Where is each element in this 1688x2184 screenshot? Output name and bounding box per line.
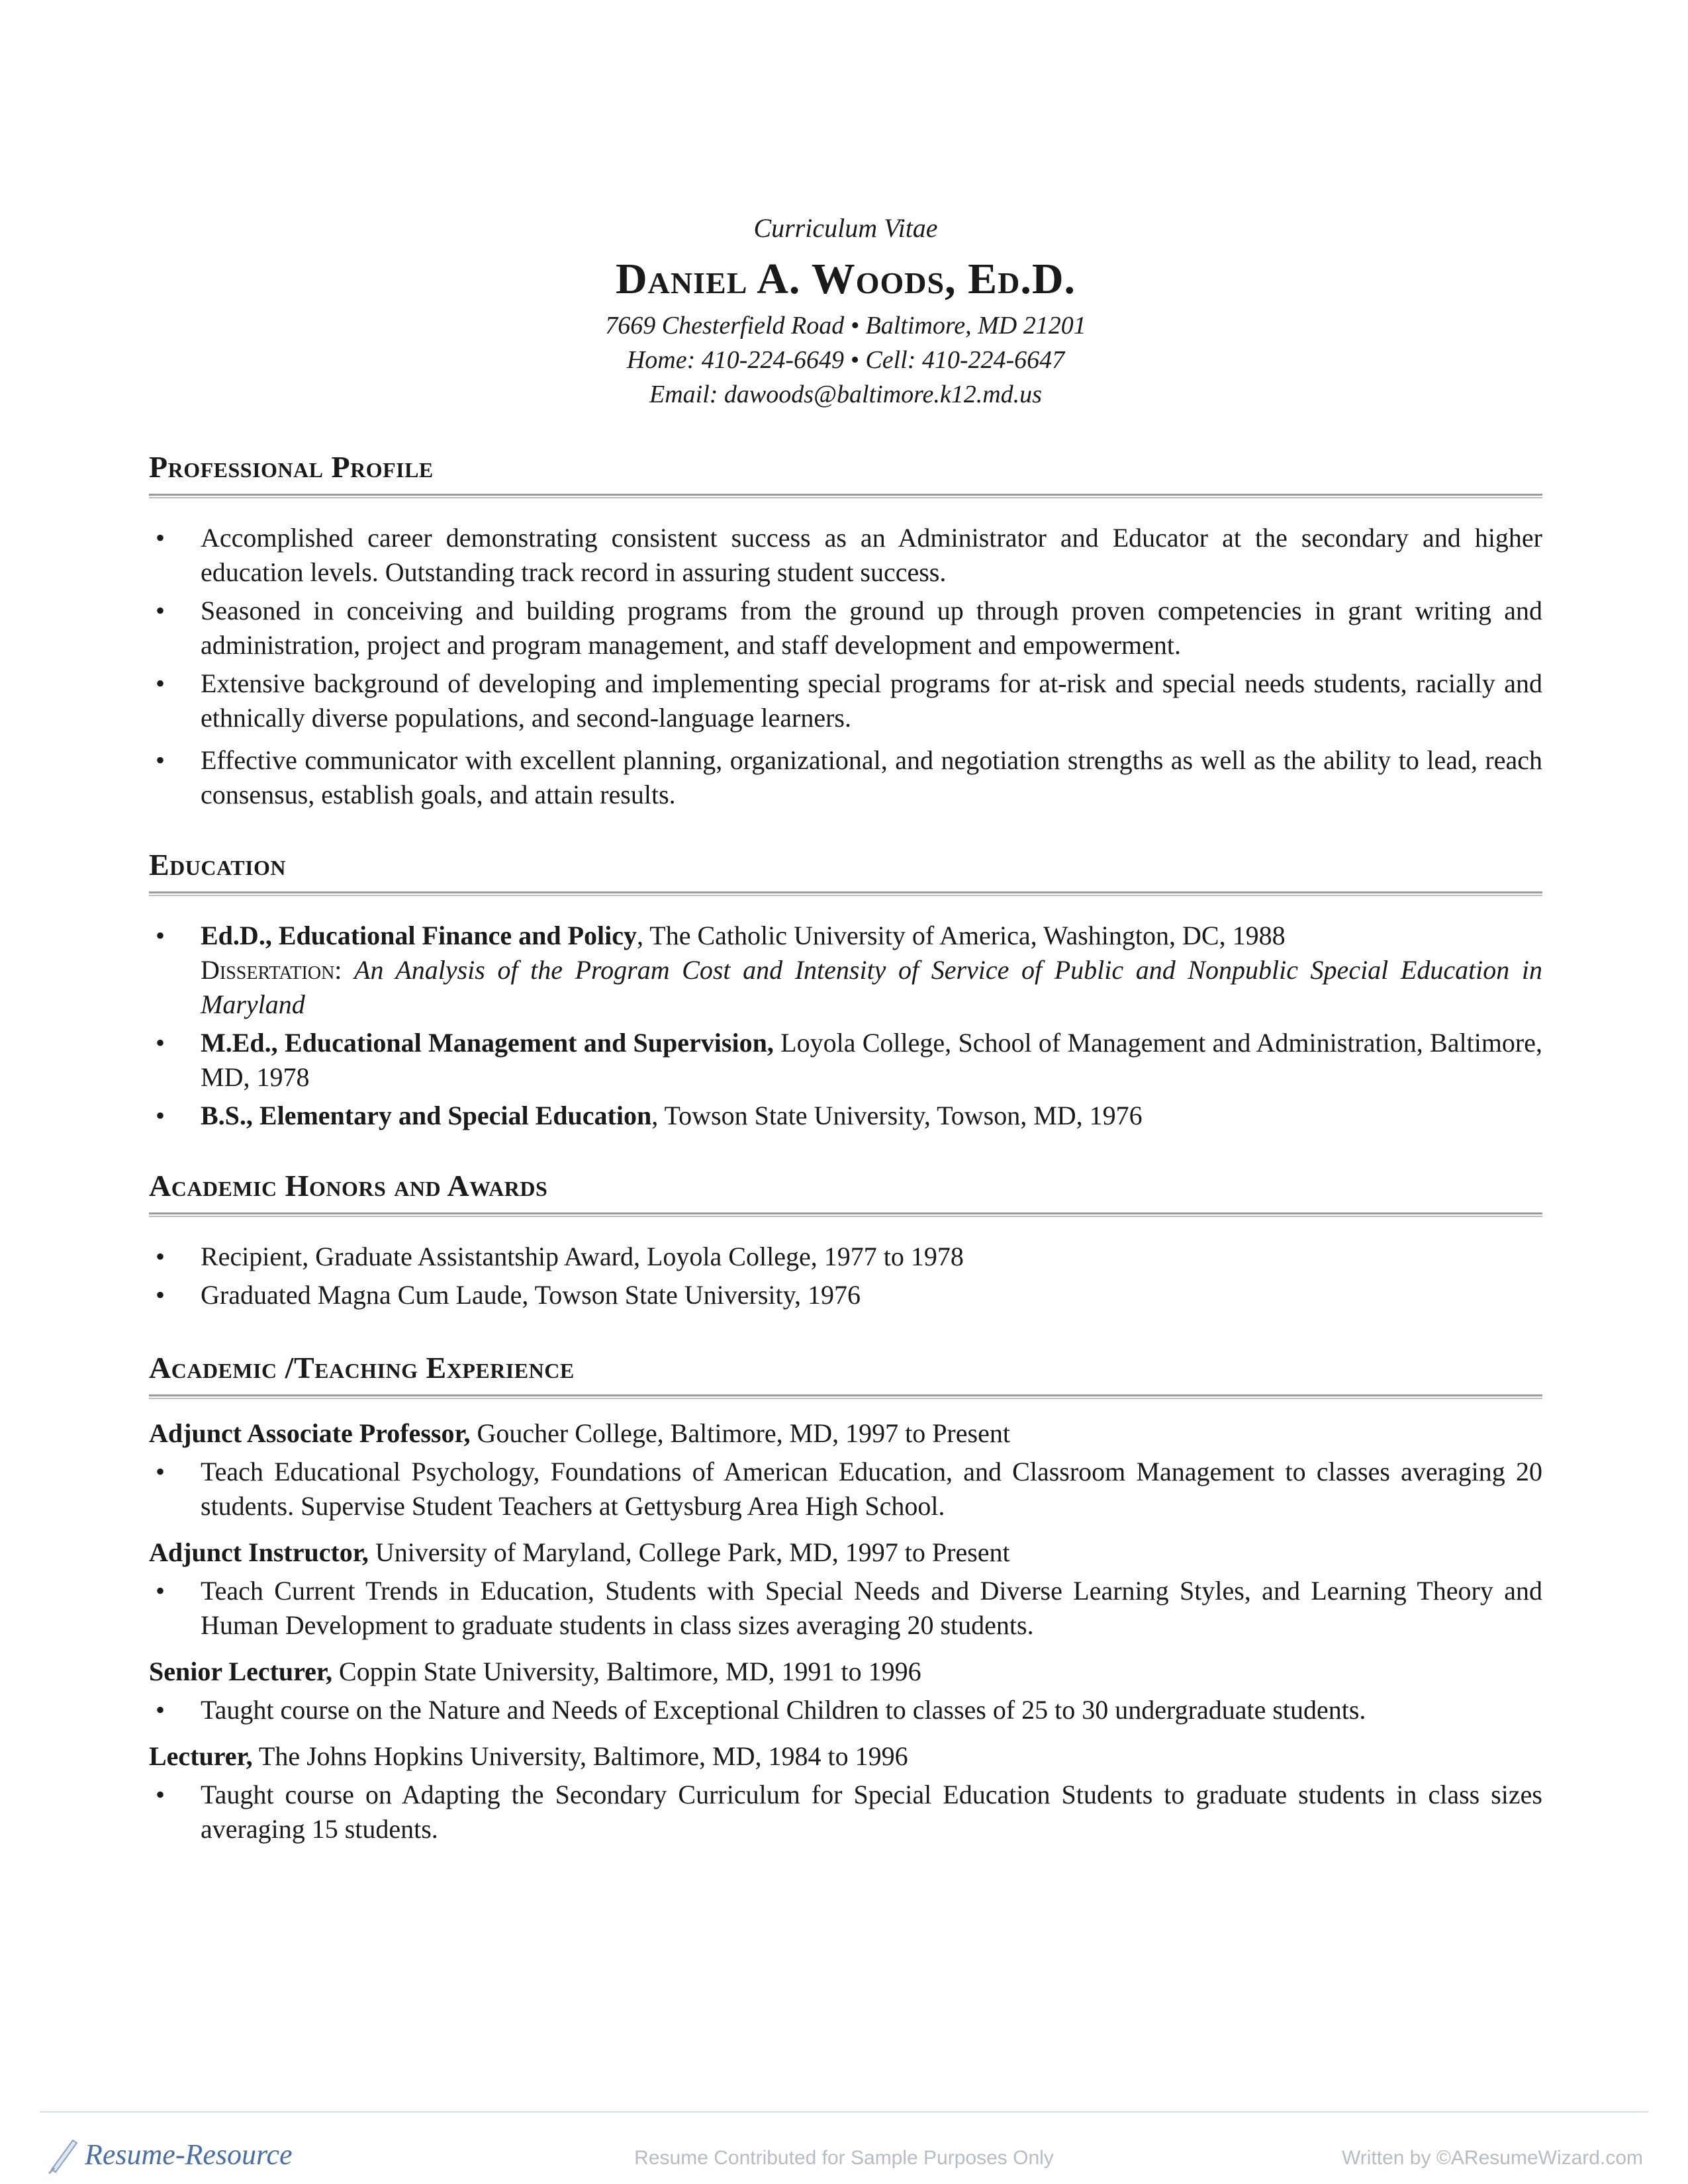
- job-place: Coppin State University, Baltimore, MD, 1991 to 1996: [332, 1657, 921, 1686]
- honors-section: [149, 1167, 1542, 1312]
- list-item: [149, 1099, 1542, 1133]
- list-item: • Taught course on the Nature and Needs of Exceptional Children to classes of 25 to 30 undergraduate students.: [149, 1693, 1542, 1727]
- bullet-icon: •: [156, 1780, 165, 1809]
- job-place: The Johns Hopkins University, Baltimore, MD, 1984 to 1996: [252, 1741, 908, 1771]
- section-divider: [149, 891, 1542, 896]
- degree-detail: , Towson State University, Towson, MD, 1976: [651, 1101, 1143, 1130]
- list-item: • Taught course on Adapting the Secondary Curriculum for Special Education Students to graduate students in class sizes averaging 15 students.: [149, 1778, 1542, 1846]
- job-heading: [149, 1535, 1542, 1570]
- list-item: • Extensive background of developing and implementing special programs for at-risk and special needs students, racially and ethnically diverse populations, and second-language learners.: [149, 666, 1542, 735]
- job-heading: [149, 1655, 1542, 1689]
- bullet-icon: •: [156, 668, 165, 698]
- list-item: • Graduated Magna Cum Laude, Towson State University, 1976: [149, 1278, 1542, 1312]
- list-item: [149, 919, 1542, 1022]
- section-divider: [149, 1212, 1542, 1217]
- bullet-icon: •: [156, 1280, 165, 1310]
- list-item: • Seasoned in conceiving and building programs from the ground up through proven competencies in grant writing and administration, project and program management, and staff development and empowerment.: [149, 594, 1542, 662]
- job-heading: [149, 1739, 1542, 1774]
- education-section: [149, 846, 1542, 1133]
- experience-section: [149, 1349, 1542, 1846]
- page-footer: [0, 2111, 1688, 2184]
- bullet-icon: •: [156, 1457, 165, 1486]
- footer-divider: [40, 2111, 1648, 2113]
- list-item: • Effective communicator with excellent planning, organizational, and negotiation strengths as well as the ability to lead, reach consensus, establish goals, and attain results.: [149, 743, 1542, 812]
- dissertation-title: An Analysis of the Program Cost and Intensity of Service of Public and Nonpublic Special Education in Maryland: [201, 955, 1543, 1019]
- job-role: Senior Lecturer,: [149, 1657, 333, 1686]
- section-divider: [149, 494, 1542, 498]
- bullet-icon: •: [156, 523, 165, 553]
- profile-title: Professional Profile: [149, 450, 434, 484]
- degree-name: Ed.D., Educational Finance and Policy: [201, 921, 637, 950]
- list-item: • Teach Current Trends in Education, Students with Special Needs and Diverse Learning Styles, and Learning Theory and Human Development to graduate students in class sizes averaging 20 students.: [149, 1574, 1542, 1643]
- job-place: University of Maryland, College Park, MD, 1997 to Present: [368, 1537, 1010, 1567]
- dissertation-label: Dissertation:: [201, 955, 342, 985]
- profile-list: [149, 521, 1542, 812]
- document-label: Curriculum Vitae: [753, 213, 938, 243]
- list-item: • Teach Educational Psychology, Foundations of American Education, and Classroom Management to classes averaging 20 students. Supervise Student Teachers at Gettysburg Area High School.: [149, 1455, 1542, 1524]
- experience-title: Academic /Teaching Experience: [149, 1351, 575, 1385]
- degree-detail: Loyola College, School of Management and Administration, Baltimore, MD, 1978: [201, 1028, 1542, 1092]
- job-place: Goucher College, Baltimore, MD, 1997 to Present: [470, 1418, 1010, 1448]
- job-entry: [149, 1535, 1542, 1643]
- honors-list: [149, 1240, 1542, 1312]
- list-item: • Recipient, Graduate Assistantship Award, Loyola College, 1977 to 1978: [149, 1240, 1542, 1274]
- bullet-icon: •: [156, 1576, 165, 1606]
- education-list: [149, 919, 1542, 1133]
- honors-title: Academic Honors and Awards: [149, 1169, 548, 1203]
- bullet-icon: •: [156, 596, 165, 625]
- bullet-icon: •: [156, 1028, 165, 1058]
- bullet-icon: •: [156, 1101, 165, 1130]
- resume-content: [149, 212, 1542, 1858]
- education-title: Education: [149, 848, 287, 882]
- degree-name: M.Ed., Educational Management and Supervision,: [201, 1028, 774, 1058]
- job-role: Adjunct Associate Professor,: [149, 1418, 471, 1448]
- bullet-icon: •: [156, 1695, 165, 1725]
- profile-section: [149, 449, 1542, 812]
- degree-name: B.S., Elementary and Special Education: [201, 1101, 652, 1130]
- list-item: [149, 1026, 1542, 1095]
- candidate-name: Daniel A. Woods, Ed.D.: [616, 255, 1076, 303]
- section-divider: [149, 1394, 1542, 1399]
- bullet-icon: •: [156, 921, 165, 950]
- footer-credit[interactable]: Written by ©AResumeWizard.com: [1342, 2147, 1643, 2169]
- email-line: Email: dawoods@baltimore.k12.md.us: [649, 381, 1042, 408]
- job-role: Lecturer,: [149, 1741, 253, 1771]
- job-entry: [149, 1739, 1542, 1846]
- logo-text: Resume-Resource: [85, 2138, 293, 2171]
- footer-disclaimer: Resume Contributed for Sample Purposes Only: [634, 2147, 1054, 2169]
- bullet-icon: •: [156, 745, 165, 775]
- job-entry: [149, 1655, 1542, 1727]
- job-heading: [149, 1416, 1542, 1451]
- job-entry: [149, 1416, 1542, 1524]
- bullet-icon: •: [156, 1242, 165, 1271]
- address-line: 7669 Chesterfield Road • Baltimore, MD 21201: [605, 312, 1086, 340]
- degree-detail: , The Catholic University of America, Washington, DC, 1988: [636, 921, 1286, 950]
- job-role: Adjunct Instructor,: [149, 1537, 369, 1567]
- list-item: • Accomplished career demonstrating consistent success as an Administrator and Educator at the secondary and higher education levels. Outstanding track record in assuring student success.: [149, 521, 1542, 590]
- phone-line: Home: 410-224-6649 • Cell: 410-224-6647: [626, 346, 1065, 374]
